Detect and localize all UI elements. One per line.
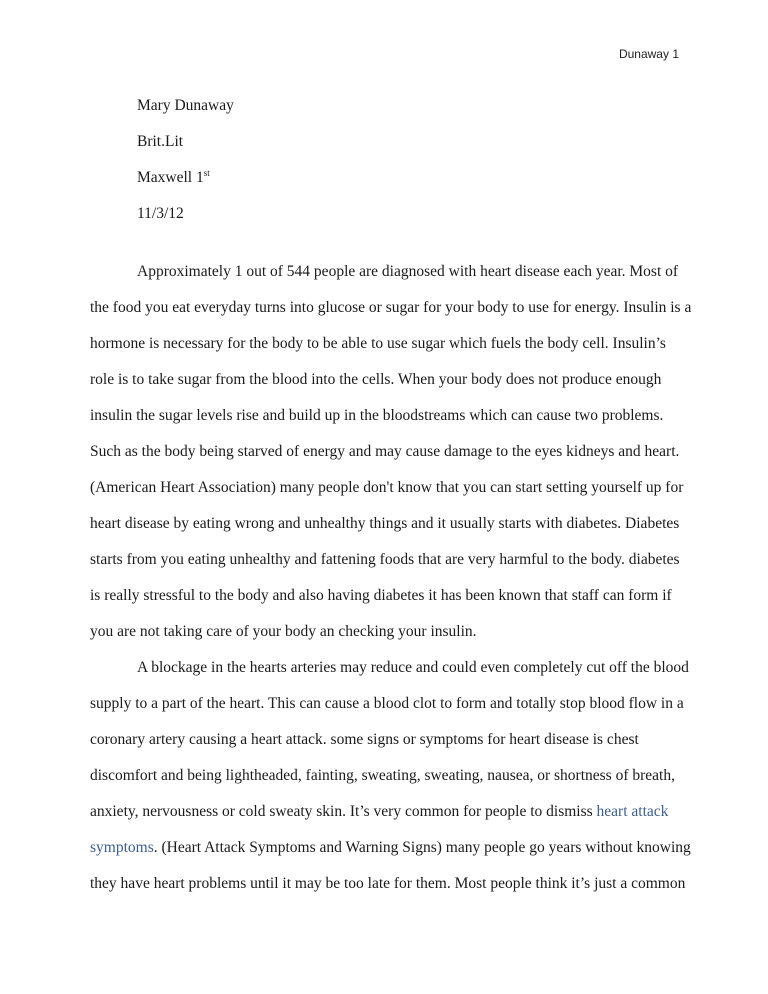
heart-attack-link[interactable]: heart attack (596, 803, 669, 820)
paragraph-line (90, 794, 680, 830)
paragraph-line: is really stressful to the body and also having diabetes it has been known that staff can form if (90, 587, 672, 604)
paragraph-line (90, 830, 691, 866)
paragraph-line: role is to take sugar from the blood into the cells. When your body does not produce enough (90, 371, 662, 388)
line-text: . (Heart Attack Symptoms and Warning Signs) many people go years without knowing (153, 839, 691, 856)
paragraph-line: discomfort and being lightheaded, fainting, sweating, sweating, nausea, or shortness of breath, (90, 767, 675, 784)
course-name: Brit.Lit (137, 133, 184, 150)
paragraph-line: (American Heart Association) many people don't know that you can start setting yourself up for (90, 479, 684, 496)
paragraph-line: the food you eat everyday turns into glucose or sugar for your body to use for energy. Insulin is a (90, 299, 692, 316)
paragraph-line: A blockage in the hearts arteries may reduce and could even completely cut off the blood (137, 659, 689, 676)
paragraph-line: heart disease by eating wrong and unhealthy things and it usually starts with diabetes. Diabetes (90, 515, 680, 532)
paragraph-line: they have heart problems until it may be too late for them. Most people think it’s just a common (90, 875, 686, 892)
date: 11/3/12 (137, 205, 184, 222)
teacher-period (137, 160, 234, 196)
author-name: Mary Dunaway (137, 97, 234, 114)
paragraph-1 (90, 254, 692, 650)
heading-block (137, 88, 234, 232)
paragraph-line: you are not taking care of your body an checking your insulin. (90, 623, 477, 640)
paragraph-line: coronary artery causing a heart attack. some signs or symptoms for heart disease is chest (90, 731, 639, 748)
line-text: anxiety, nervousness or cold sweaty skin. It’s very common for people to dismiss (90, 803, 597, 820)
paragraph-line: Approximately 1 out of 544 people are diagnosed with heart disease each year. Most of (137, 263, 679, 280)
running-header: Dunaway 1 (618, 47, 679, 61)
paragraph-line: hormone is necessary for the body to be able to use sugar which fuels the body cell. Insulin’s (90, 335, 666, 352)
paragraph-line: starts from you eating unhealthy and fattening foods that are very harmful to the body. diabetes (90, 551, 680, 568)
paragraph-2 (90, 650, 691, 902)
symptoms-link[interactable]: symptoms (90, 839, 154, 856)
paragraph-line: supply to a part of the heart. This can cause a blood clot to form and totally stop blood flow in a (90, 695, 684, 712)
teacher-name: Maxwell 1 (137, 169, 204, 186)
period-superscript: st (203, 168, 210, 178)
paragraph-line: Such as the body being starved of energy and may cause damage to the eyes kidneys and heart. (90, 443, 680, 460)
paragraph-line: insulin the sugar levels rise and build up in the bloodstreams which can cause two problems. (90, 407, 664, 424)
